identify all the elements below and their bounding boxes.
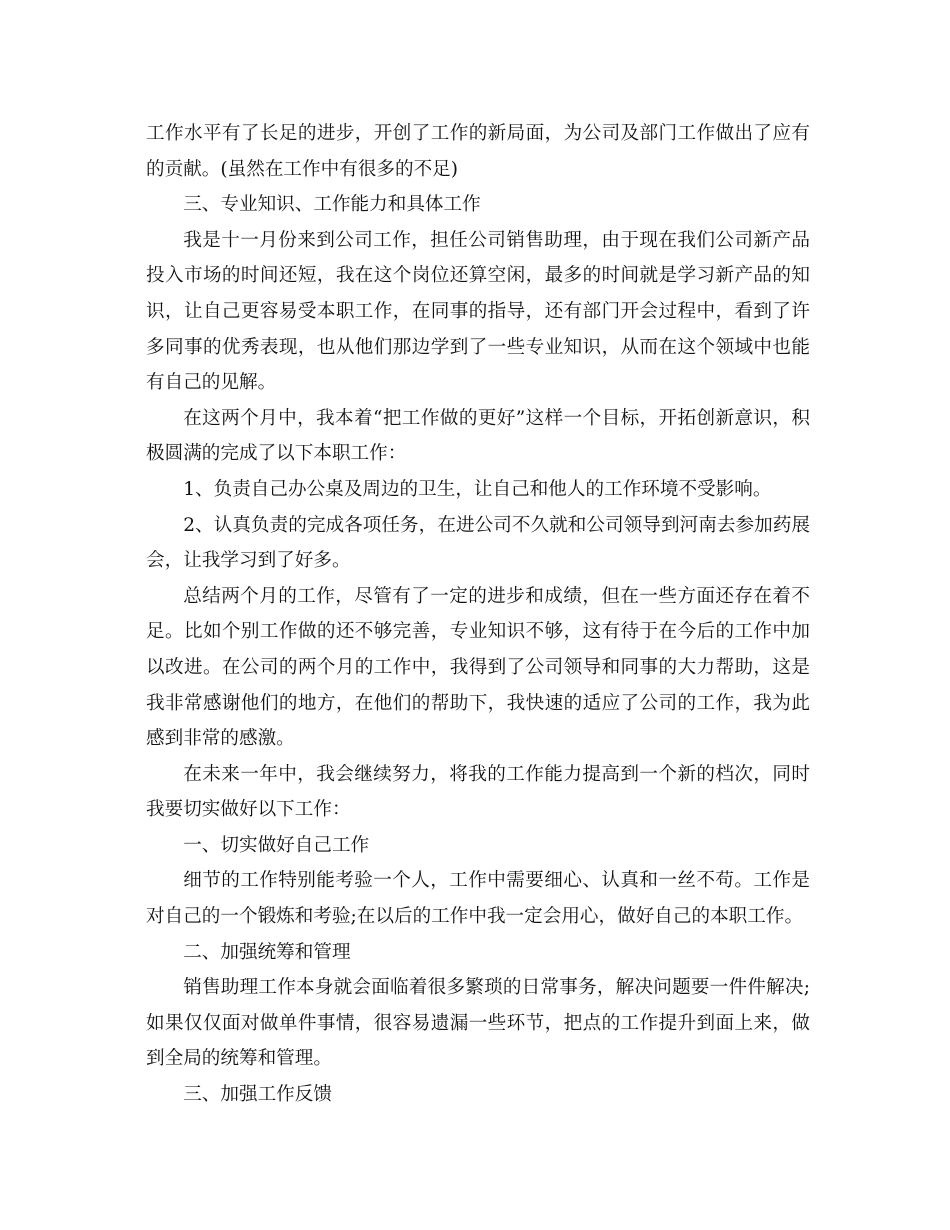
section-heading-feedback: 三、加强工作反馈 — [183, 1084, 332, 1106]
paragraph-next-year: 在未来一年中，我会继续努力，将我的工作能力提高到一个新的档次，同时我要切实做好以下工作： — [146, 763, 810, 821]
paragraph-joining-company: 我是十一月份来到公司工作，担任公司销售助理，由于现在我们公司新产品投入市场的时间还短，我在这个岗位还算空闲，最多的时间就是学习新产品的知识，让自己更容易受本职工作，在同事的指导，还有部门开会过程中，看到了许多同事的优秀表现，也从他们那边学到了一些专业知识，从而在这个领域中也能有自己的见解。 — [146, 229, 810, 394]
document-body — [146, 116, 810, 1113]
paragraph-summary: 总结两个月的工作，尽管有了一定的进步和成绩，但在一些方面还存在着不足。比如个别工作做的还不够完善，专业知识不够，这有待于在今后的工作中加以改进。在公司的两个月的工作中，我得到了公司领导和同事的大力帮助，这是我非常感谢他们的地方，在他们的帮助下，我快速的适应了公司的工作，我为此感到非常的感激。 — [146, 585, 810, 750]
list-item-2: 2、认真负责的完成各项任务，在进公司不久就和公司领导到河南去参加药展会，让我学习到了好多。 — [146, 514, 810, 572]
paragraph-two-months: 在这两个月中，我本着“把工作做的更好”这样一个目标，开拓创新意识，积极圆满的完成了以下本职工作： — [146, 407, 810, 465]
paragraph-sales-assistant: 销售助理工作本身就会面临着很多繁琐的日常事务，解决问题要一件件解决;如果仅仅面对做单件事情，很容易遗漏一些环节，把点的工作提升到面上来，做到全局的统筹和管理。 — [146, 977, 810, 1070]
paragraph-continued: 工作水平有了长足的进步，开创了工作的新局面，为公司及部门工作做出了应有的贡献。(虽然在工作中有很多的不足) — [146, 123, 810, 180]
paragraph-details: 细节的工作特别能考验一个人，工作中需要细心、认真和一丝不苟。工作是对自己的一个锻炼和考验;在以后的工作中我一定会用心，做好自己的本职工作。 — [146, 870, 810, 928]
section-heading-do-own-work: 一、切实做好自己工作 — [183, 834, 370, 856]
list-item-1: 1、负责自己办公桌及周边的卫生，让自己和他人的工作环境不受影响。 — [183, 478, 772, 500]
section-heading-professional-knowledge: 三、专业知识、工作能力和具体工作 — [183, 194, 481, 216]
section-heading-coordination: 二、加强统筹和管理 — [183, 941, 351, 963]
